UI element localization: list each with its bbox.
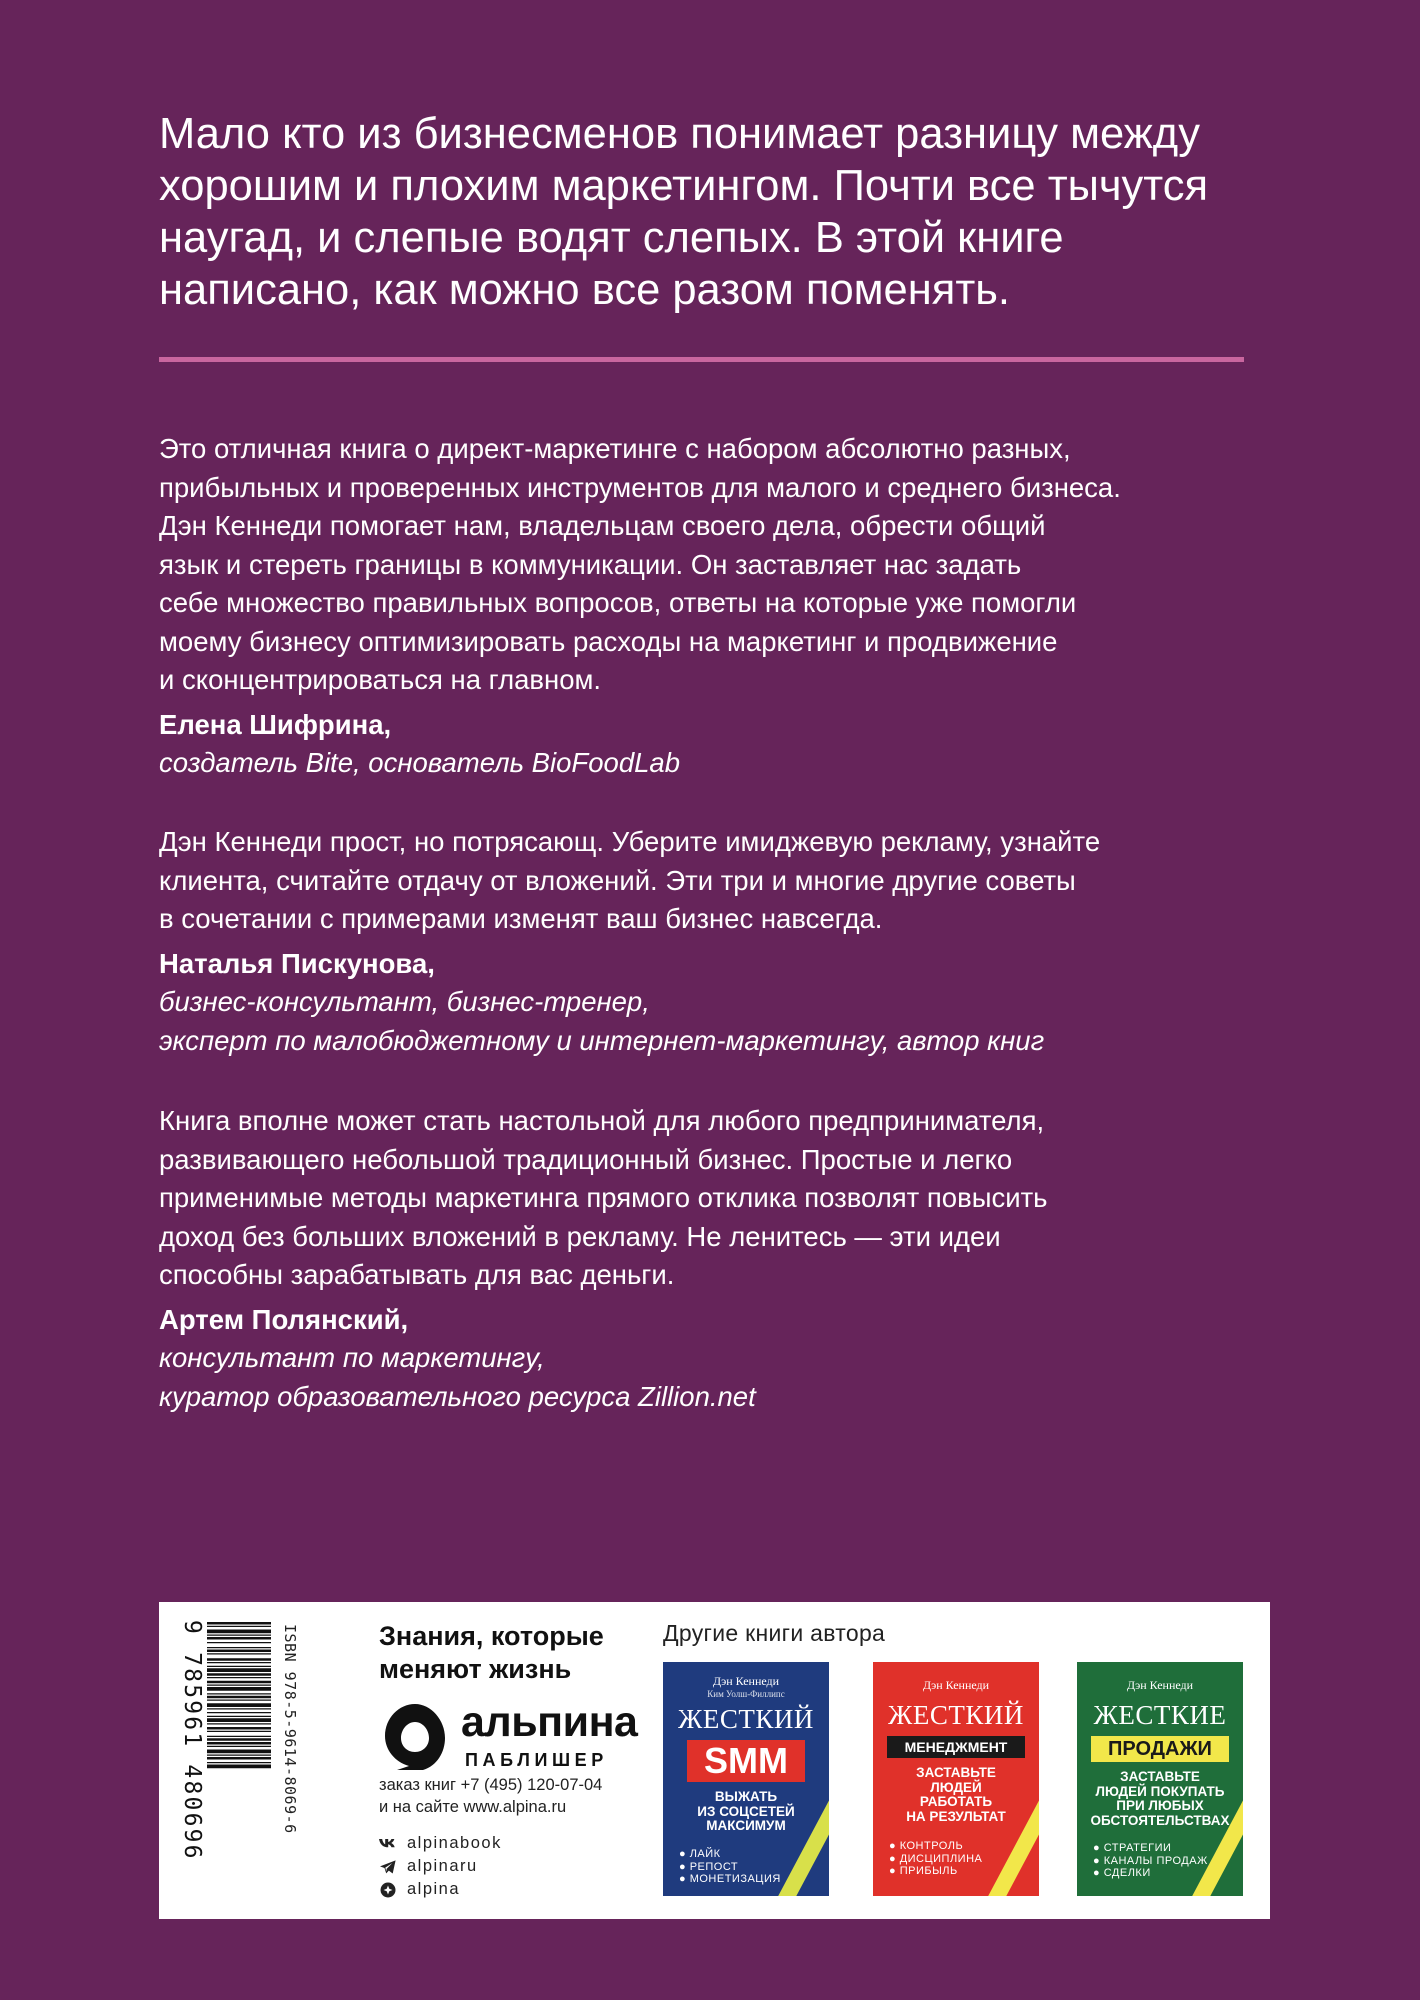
ean-number xyxy=(181,1620,205,1902)
book-author: Дэн Кеннеди xyxy=(922,1678,990,1692)
ean-digits: 9 785961 480696 xyxy=(179,1620,205,1861)
social-handle: alpinabook xyxy=(407,1834,502,1852)
review-author: Артем Полянский, xyxy=(159,1303,409,1335)
alpina-logo-icon xyxy=(379,1700,451,1772)
order-info: заказ книг +7 (495) 120-07-04 и на сайте www.alpina.ru xyxy=(379,1776,603,1816)
book-title-top: ЖЕСТКИЕ xyxy=(1093,1700,1227,1730)
review-2 xyxy=(159,823,1269,1060)
vk-icon xyxy=(379,1835,397,1853)
review-1 xyxy=(159,430,1269,783)
book-list: ● СТРАТЕГИИ ● КАНАЛЫ ПРОДАЖ ● СДЕЛКИ xyxy=(1093,1842,1208,1879)
review-author: Наталья Пискунова, xyxy=(159,947,435,979)
book-subtitle: ВЫЖАТЬ ИЗ СОЦСЕТЕЙ МАКСИМУМ xyxy=(697,1789,795,1833)
publisher-subname: ПАБЛИШЕР xyxy=(465,1750,608,1770)
publisher-tagline: Знания, которые меняют жизнь xyxy=(379,1621,604,1684)
other-books-title: Другие книги автора xyxy=(663,1620,886,1646)
review-text: Дэн Кеннеди прост, но потрясающ. Уберите имиджевую рекламу, узнайте клиента, считайте отдачу от вложений. Эти три и многие другие советы в сочетании с примерами изменят ваш бизнес навсегда. xyxy=(159,826,1101,934)
book-coauthor: Ким Уолш-Филлипс xyxy=(707,1689,785,1699)
isbn-text: ISBN 978-5-9614-8069-6 xyxy=(281,1624,299,1834)
social-handle: alpina xyxy=(407,1880,461,1898)
book-subtitle: ЗАСТАВЬТЕ ЛЮДЕЙ РАБОТАТЬ НА РЕЗУЛЬТАТ xyxy=(906,1765,1006,1824)
book-cover-management[interactable] xyxy=(873,1662,1039,1896)
book-author: Дэн Кеннеди xyxy=(1126,1678,1194,1692)
book-title-plate: ПРОДАЖИ xyxy=(1091,1736,1229,1762)
publisher-logo xyxy=(379,1698,639,1778)
social-telegram[interactable] xyxy=(379,1855,502,1878)
review-text: Это отличная книга о директ-маркетинге с набором абсолютно разных, прибыльных и проверенных инструментов для малого и среднего бизнеса. Дэн Кеннеди помогает нам, владельцам своего дела, обрести общий язык и стереть границы в коммуникации. Он заставляет нас задать себе множество правильных вопросов, ответы на которые уже помогли моему бизнесу оптимизировать расходы на маркетинг и продвижение и сконцентрироваться на главном. xyxy=(159,433,1121,695)
review-author-role: создатель Bite, основатель BioFoodLab xyxy=(159,747,680,778)
book-cover-sales[interactable] xyxy=(1077,1662,1243,1896)
alpina-app-icon xyxy=(379,1881,397,1899)
publisher-panel xyxy=(159,1602,1270,1919)
social-handle: alpinaru xyxy=(407,1857,478,1875)
review-3 xyxy=(159,1102,1269,1416)
review-author-role: бизнес-консультант, бизнес-тренер, эксперт по малобюджетному и интернет-маркетингу, автор книг xyxy=(159,986,1045,1056)
review-author: Елена Шифрина, xyxy=(159,708,392,740)
book-list: ● ЛАЙК ● РЕПОСТ ● МОНЕТИЗАЦИЯ xyxy=(679,1848,781,1885)
book-title-top: ЖЕСТКИЙ xyxy=(678,1704,814,1734)
divider xyxy=(159,357,1244,362)
social-alpina[interactable] xyxy=(379,1878,502,1901)
book-author: Дэн Кеннеди xyxy=(712,1674,780,1688)
social-links xyxy=(379,1832,502,1901)
review-text: Книга вполне может стать настольной для любого предпринимателя, развивающего небольшой традиционный бизнес. Простые и легко применимые методы маркетинга прямого отклика позволят повысить доход без больших вложений в рекламу. Не ленитесь — эти идеи способны зарабатывать для вас деньги. xyxy=(159,1105,1048,1290)
book-title-plate: SMM xyxy=(687,1740,805,1782)
book-list: ● КОНТРОЛЬ ● ДИСЦИПЛИНА ● ПРИБЫЛЬ xyxy=(889,1840,983,1877)
isbn-number xyxy=(277,1624,301,1900)
book-title-plate: МЕНЕДЖМЕНТ xyxy=(887,1736,1025,1758)
publisher-name: альпина xyxy=(461,1698,638,1746)
book-title-top: ЖЕСТКИЙ xyxy=(888,1700,1024,1730)
social-vk[interactable] xyxy=(379,1832,502,1855)
lead-text: Мало кто из бизнесменов понимает разницу между хорошим и плохим маркетингом. Почти все тычутся наугад, и слепые водят слепых. В этой книге написано, как можно все разом поменять. xyxy=(159,110,1209,314)
book-subtitle: ЗАСТАВЬТЕ ЛЮДЕЙ ПОКУПАТЬ ПРИ ЛЮБЫХ ОБСТОЯТЕЛЬСТВАХ xyxy=(1090,1769,1230,1828)
book-cover-smm[interactable] xyxy=(663,1662,829,1896)
telegram-icon xyxy=(379,1858,397,1876)
review-author-role: консультант по маркетингу, куратор образовательного ресурса Zillion.net xyxy=(159,1342,756,1412)
